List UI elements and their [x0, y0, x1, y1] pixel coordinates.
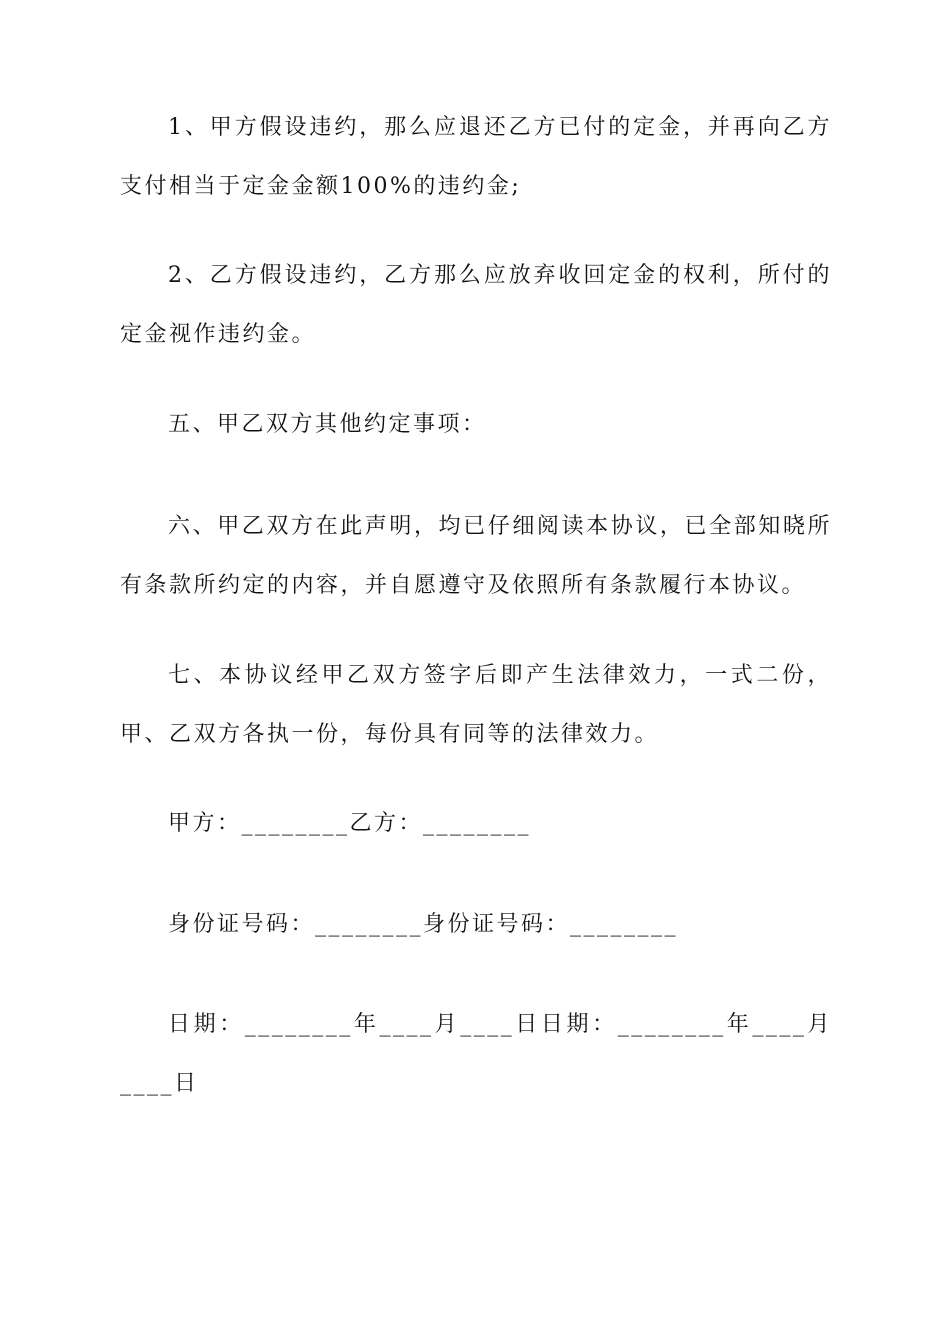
date-line: 日期：________年____月____日日期：________年____月____日 — [120, 1012, 832, 1096]
id-number-line: 身份证号码：________身份证号码：________ — [168, 912, 679, 937]
clause-breach-party-b: 2、乙方假设违约，乙方那么应放弃收回定金的权利，所付的定金视作违约金。 — [120, 263, 832, 347]
clause-breach-party-a: 1、甲方假设违约，那么应退还乙方已付的定金，并再向乙方支付相当于定金金额100%的违约金; — [120, 115, 832, 199]
clause-effectiveness: 七、本协议经甲乙双方签字后即产生法律效力，一式二份，甲、乙双方各执一份，每份具有同等的法律效力。 — [120, 663, 832, 747]
signature-parties-line: 甲方：________乙方：________ — [168, 811, 532, 836]
clause-other-agreements: 五、甲乙双方其他约定事项： — [168, 412, 487, 437]
clause-declaration: 六、甲乙双方在此声明，均已仔细阅读本协议，已全部知晓所有条款所约定的内容，并自愿遵守及依照所有条款履行本协议。 — [120, 514, 832, 598]
